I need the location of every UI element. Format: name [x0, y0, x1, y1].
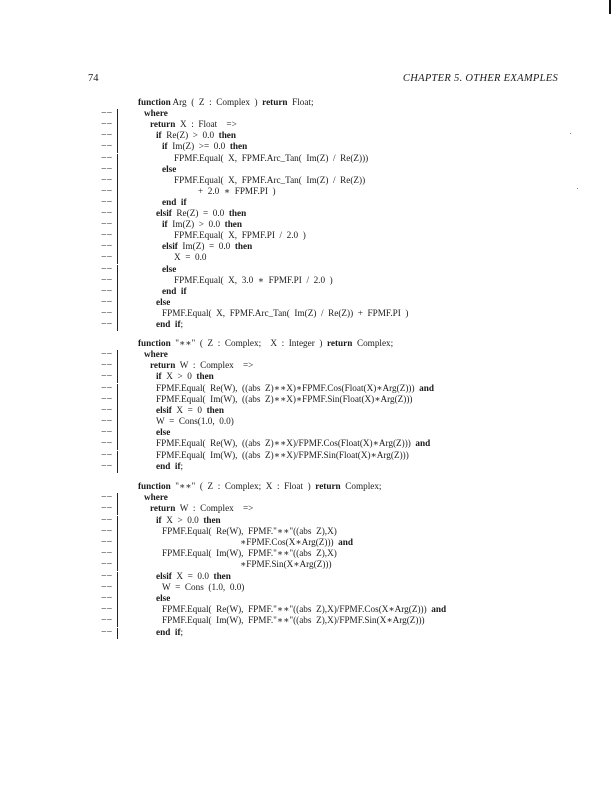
code-text: FPMF.Equal( X, FPMF.Arc_Tan( Im(Z) / Re(Z)) + FPMF.PI ): [162, 307, 409, 318]
annotation-marker: −−: [101, 514, 113, 526]
annotation-marker: −−: [101, 185, 113, 197]
keyword: end: [156, 319, 171, 329]
annotation-marker: −−: [101, 604, 113, 616]
keyword: return: [262, 97, 288, 107]
keyword: if: [156, 371, 162, 382]
keyword: else: [156, 593, 171, 603]
annotation-marker: −−: [101, 548, 113, 560]
code-text: elsif X = 0 then: [156, 404, 224, 415]
keyword: if: [180, 285, 187, 296]
keyword: else: [156, 296, 171, 307]
annotation-bar: [117, 154, 118, 165]
keyword: then: [224, 219, 242, 230]
annotation-marker: −−: [101, 108, 113, 120]
code-text: if X > 0.0 then: [156, 514, 221, 525]
code-text: end if;: [156, 626, 184, 637]
annotation-bar: [117, 109, 118, 120]
annotation-bar: [117, 209, 118, 220]
code-text: [162, 197, 187, 207]
keyword: function: [138, 97, 171, 107]
keyword: then: [218, 130, 236, 141]
code-text: if Im(Z) > 0.0 then: [162, 219, 242, 230]
code-text: if Re(Z) > 0.0 then: [156, 130, 236, 141]
annotation-bar: [117, 242, 118, 253]
scan-speck: [570, 133, 571, 134]
annotation-bar: [117, 253, 118, 264]
annotation-bar: [117, 538, 118, 549]
code-text: FPMF.Equal( Im(W), ((abs Z)∗∗X)/FPMF.Sin(Float(X)∗Arg(Z))): [156, 449, 409, 460]
annotation-bar: [117, 298, 118, 309]
code-text: function "∗∗" ( Z : Complex; X : Float ) return Complex;: [138, 481, 382, 491]
keyword: then: [213, 570, 231, 581]
code-text: elsif X = 0.0 then: [156, 570, 231, 581]
code-line: [0, 320, 612, 332]
keyword: if: [156, 514, 162, 525]
annotation-bar: [117, 406, 118, 417]
code-text: [156, 593, 170, 603]
code-line: [0, 583, 612, 595]
annotation-bar: [117, 309, 118, 320]
page-number: 74: [88, 73, 99, 84]
annotation-marker: −−: [101, 382, 113, 394]
annotation-marker: −−: [101, 492, 113, 504]
keyword: then: [228, 208, 247, 218]
annotation-bar: [117, 572, 118, 583]
keyword: and: [415, 438, 431, 449]
annotation-bar: [117, 516, 118, 527]
annotation-bar: [117, 549, 118, 560]
annotation-marker: −−: [101, 393, 113, 405]
keyword: return: [315, 481, 341, 491]
keyword: return: [150, 119, 176, 130]
function-signature-line: [0, 482, 612, 494]
annotation-marker: −−: [101, 626, 113, 638]
code-text: ∗FPMF.Sin(X∗Arg(Z))): [240, 559, 332, 570]
annotation-marker: −−: [101, 559, 113, 571]
annotation-marker: −−: [101, 460, 113, 472]
annotation-bar: [117, 594, 118, 605]
annotation-marker: −−: [101, 349, 113, 361]
keyword: if: [174, 460, 181, 471]
keyword: if: [156, 130, 162, 141]
keyword: return: [327, 338, 353, 348]
annotation-marker: −−: [101, 307, 113, 319]
annotation-bar: [117, 504, 118, 515]
code-text: end if;: [156, 319, 184, 329]
annotation-bar: [117, 187, 118, 198]
keyword: return: [150, 503, 176, 514]
code-text: [162, 286, 187, 296]
annotation-bar: [117, 527, 118, 538]
keyword: else: [162, 163, 177, 174]
code-text: FPMF.Equal( Re(W), FPMF."∗∗"((abs Z),X): [162, 525, 337, 536]
annotation-marker: −−: [101, 196, 113, 208]
annotation-bar: [117, 372, 118, 383]
code-text: W = Cons(1.0, 0.0): [156, 416, 234, 427]
code-text: [162, 164, 176, 174]
keyword: else: [156, 427, 171, 438]
code-text: FPMF.Equal( Im(W), FPMF."∗∗"((abs Z),X): [162, 548, 337, 559]
code-line: [0, 560, 612, 572]
annotation-bar: [117, 560, 118, 571]
annotation-bar: [117, 493, 118, 504]
annotation-marker: −−: [101, 449, 113, 461]
annotation-marker: −−: [101, 416, 113, 428]
keyword: function: [138, 338, 171, 348]
keyword: where: [144, 108, 168, 119]
annotation-bar: [117, 287, 118, 298]
keyword: end: [162, 285, 177, 296]
code-text: return W : Complex =>: [150, 360, 254, 371]
annotation-marker: −−: [101, 593, 113, 604]
code-text: FPMF.Equal( Im(W), ((abs Z)∗∗X)∗FPMF.Sin(Float(X)∗Arg(Z))): [156, 393, 413, 404]
code-text: FPMF.Equal( X, 3.0 ∗ FPMF.PI / 2.0 ): [174, 274, 333, 285]
keyword: elsif: [156, 404, 172, 415]
annotation-bar: [117, 628, 118, 639]
annotation-marker: −−: [101, 581, 113, 593]
annotation-marker: −−: [101, 570, 113, 582]
annotation-marker: −−: [101, 371, 113, 383]
keyword: if: [174, 626, 181, 637]
annotation-bar: [117, 131, 118, 142]
code-text: [144, 108, 168, 118]
code-text: if Im(Z) >= 0.0 then: [162, 141, 248, 152]
annotation-bar: [117, 605, 118, 616]
keyword: if: [174, 319, 181, 329]
code-text: FPMF.Equal( Re(W), FPMF."∗∗"((abs Z),X)/FPMF.Cos(X∗Arg(Z))) and: [162, 604, 447, 615]
keyword: elsif: [156, 208, 172, 218]
code-text: FPMF.Equal( X, FPMF.PI / 2.0 ): [174, 230, 306, 241]
annotation-bar: [117, 583, 118, 594]
annotation-marker: −−: [101, 615, 113, 627]
scan-speck: [577, 188, 578, 189]
code-text: X = 0.0: [174, 252, 207, 263]
code-text: FPMF.Equal( Re(W), ((abs Z)∗∗X)/FPMF.Cos(Float(X)∗Arg(Z))) and: [156, 438, 431, 449]
keyword: where: [144, 349, 168, 360]
annotation-marker: −−: [101, 360, 113, 372]
annotation-bar: [117, 350, 118, 361]
keyword: then: [196, 371, 214, 382]
annotation-marker: −−: [101, 263, 113, 275]
annotation-marker: −−: [101, 252, 113, 264]
code-text: [144, 349, 168, 359]
keyword: elsif: [156, 570, 172, 581]
code-text: [156, 427, 170, 437]
code-line: [0, 504, 612, 516]
keyword: end: [156, 626, 171, 637]
keyword: end: [156, 460, 171, 471]
keyword: then: [206, 404, 224, 415]
annotation-bar: [117, 165, 118, 176]
code-text: FPMF.Equal( Re(W), ((abs Z)∗∗X)∗FPMF.Cos(Float(X)∗Arg(Z))) and: [156, 382, 434, 393]
code-text: if X > 0 then: [156, 371, 214, 382]
code-text: function Arg ( Z : Complex ) return Float;: [138, 97, 314, 107]
annotation-marker: −−: [101, 152, 113, 164]
annotation-marker: −−: [101, 130, 113, 142]
code-line: [0, 616, 612, 628]
annotation-bar: [117, 384, 118, 395]
annotation-marker: −−: [101, 438, 113, 450]
code-line: [0, 493, 612, 505]
code-text: [144, 492, 168, 502]
keyword: function: [138, 481, 171, 491]
keyword: elsif: [162, 241, 178, 252]
code-line: [0, 572, 612, 584]
code-text: function "∗∗" ( Z : Complex; X : Integer ) return Complex;: [138, 338, 394, 348]
keyword: else: [162, 263, 177, 274]
annotation-marker: −−: [101, 274, 113, 286]
code-line: [0, 628, 612, 640]
running-head: CHAPTER 5. OTHER EXAMPLES: [402, 73, 558, 84]
code-text: FPMF.Equal( X, FPMF.Arc_Tan( Im(Z) / Re(Z))): [174, 152, 369, 163]
code-line: [0, 462, 612, 474]
annotation-bar: [117, 451, 118, 462]
keyword: and: [431, 604, 447, 615]
annotation-marker: −−: [101, 537, 113, 548]
keyword: and: [338, 537, 353, 547]
annotation-marker: −−: [101, 163, 113, 175]
code-text: return W : Complex =>: [150, 503, 254, 514]
annotation-marker: −−: [101, 219, 113, 231]
annotation-marker: −−: [101, 525, 113, 537]
annotation-marker: −−: [101, 119, 113, 131]
code-text: + 2.0 ∗ FPMF.PI ): [198, 185, 276, 196]
annotation-marker: −−: [101, 208, 113, 219]
annotation-bar: [117, 616, 118, 627]
keyword: then: [234, 241, 253, 252]
annotation-marker: −−: [101, 427, 113, 439]
keyword: and: [419, 382, 434, 393]
keyword: if: [162, 141, 168, 152]
keyword: if: [162, 219, 168, 230]
annotation-bar: [117, 231, 118, 242]
code-text: end if;: [156, 460, 184, 471]
annotation-bar: [117, 428, 118, 439]
keyword: then: [229, 141, 248, 152]
keyword: where: [144, 492, 168, 503]
annotation-marker: −−: [101, 319, 113, 330]
annotation-marker: −−: [101, 174, 113, 186]
annotation-bar: [117, 120, 118, 131]
annotation-bar: [117, 220, 118, 231]
code-text: elsif Im(Z) = 0.0 then: [162, 241, 253, 252]
code-text: W = Cons (1.0, 0.0): [162, 581, 245, 592]
keyword: end: [162, 196, 177, 207]
annotation-bar: [117, 142, 118, 153]
annotation-marker: −−: [101, 141, 113, 153]
annotation-bar: [117, 320, 118, 331]
code-text: [162, 264, 176, 274]
annotation-marker: −−: [101, 404, 113, 416]
annotation-bar: [117, 276, 118, 287]
annotation-marker: −−: [101, 241, 113, 253]
annotation-marker: −−: [101, 230, 113, 242]
annotation-bar: [117, 176, 118, 187]
annotation-bar: [117, 395, 118, 406]
annotation-bar: [117, 265, 118, 276]
code-text: [156, 297, 170, 307]
keyword: then: [203, 514, 221, 525]
annotation-marker: −−: [101, 503, 113, 515]
code-text: ∗FPMF.Cos(X∗Arg(Z))) and: [240, 537, 353, 547]
annotation-bar: [117, 462, 118, 473]
keyword: if: [180, 196, 187, 207]
annotation-bar: [117, 417, 118, 428]
annotation-marker: −−: [101, 296, 113, 308]
keyword: return: [150, 360, 176, 371]
annotation-marker: −−: [101, 285, 113, 297]
annotation-bar: [117, 198, 118, 209]
code-text: FPMF.Equal( Im(W), FPMF."∗∗"((abs Z),X)/FPMF.Sin(X∗Arg(Z))): [162, 615, 425, 626]
code-text: FPMF.Equal( X, FPMF.Arc_Tan( Im(Z) / Re(Z)): [174, 174, 366, 185]
annotation-bar: [117, 439, 118, 450]
page-edge-mark: [609, 0, 611, 14]
code-text: elsif Re(Z) = 0.0 then: [156, 208, 247, 218]
annotation-bar: [117, 361, 118, 372]
code-text: return X : Float =>: [150, 119, 237, 130]
